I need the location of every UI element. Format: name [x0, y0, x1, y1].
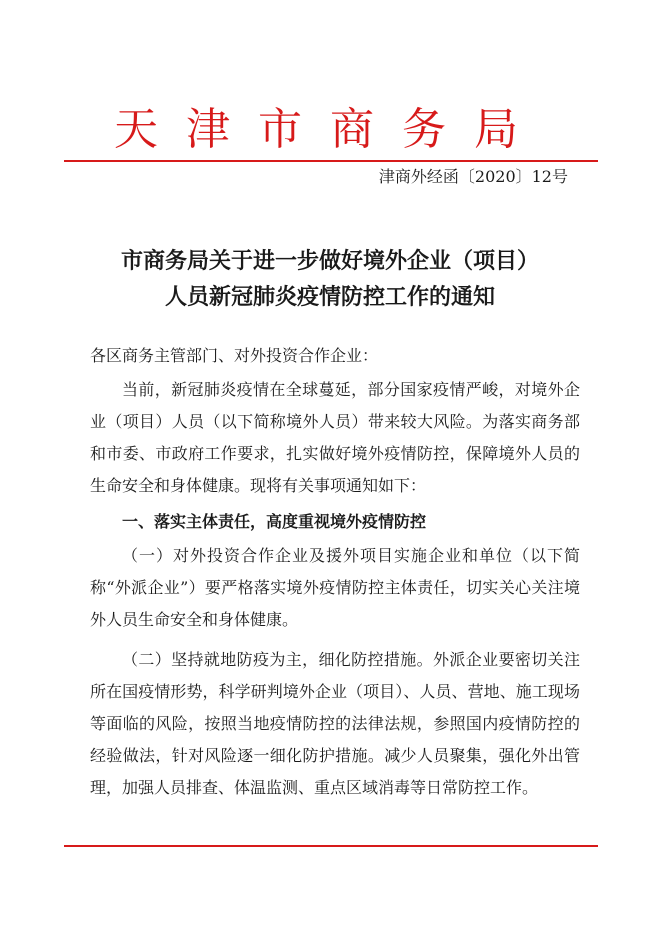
- title-line-1: 市商务局关于进一步做好境外企业（项目）: [120, 248, 539, 274]
- header-red-divider: [64, 160, 598, 162]
- title-line-2: 人员新冠肺炎疫情防控工作的通知: [164, 284, 495, 310]
- footer-red-divider: [64, 845, 598, 847]
- section-heading-1: 一、落实主体责任，高度重视境外疫情防控: [122, 512, 427, 531]
- document-title: [80, 243, 580, 315]
- document-number: 津商外经函〔2020〕12号: [378, 167, 568, 186]
- intro-paragraph: 当前，新冠肺炎疫情在全球蔓延，部分国家疫情严峻，对境外企业（项目）人员（以下简称境外人员）带来较大风险。为落实商务部和市委、市政府工作要求，扎实做好境外疫情防控，保障境外人员的生命安全和身体健康。现将有关事项通知如下：: [90, 380, 580, 495]
- item-2-paragraph: （二）坚持就地防疫为主，细化防控措施。外派企业要密切关注所在国疫情形势，科学研判境外企业（项目）、人员、营地、施工现场等面临的风险，按照当地疫情防控的法律法规，参照国内疫情防控的经验做法，针对风险逐一细化防护措施。减少人员聚集，强化外出管理，加强人员排查、体温监测、重点区域消毒等日常防控工作。: [90, 650, 580, 797]
- issuing-authority-header: 天津市商务局: [114, 104, 546, 155]
- addressee: 各区商务主管部门、对外投资合作企业：: [90, 346, 379, 365]
- item-1-paragraph: （一）对外投资合作企业及援外项目实施企业和单位（以下简称“外派企业”）要严格落实境外疫情防控主体责任，切实关心关注境外人员生命安全和身体健康。: [90, 546, 580, 629]
